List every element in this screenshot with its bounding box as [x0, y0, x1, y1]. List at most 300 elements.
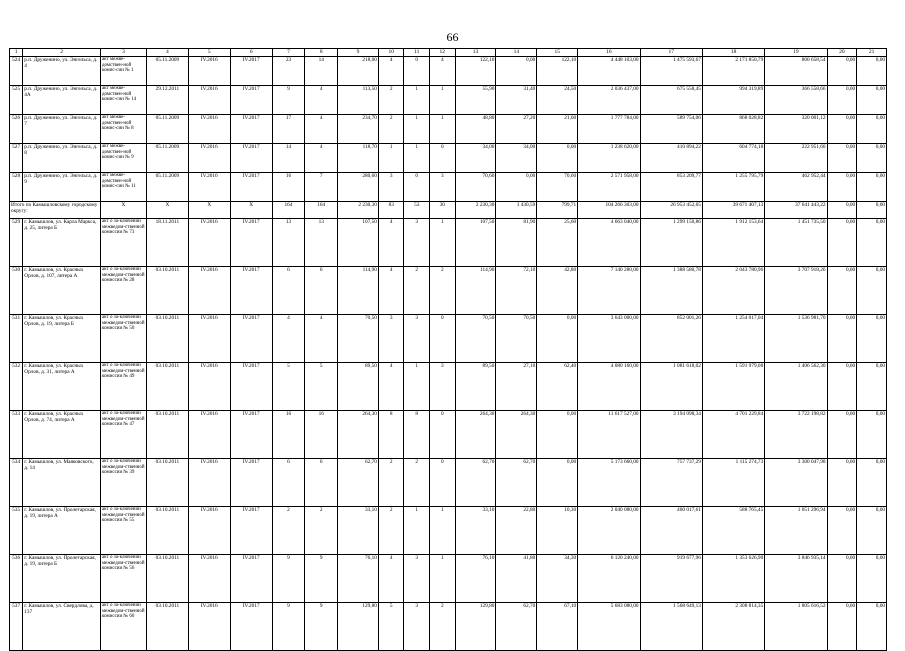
document-date-cell: 05.11.2009	[146, 115, 188, 144]
value-cell-c11: 1	[404, 144, 430, 173]
value-cell-c13: 55,90	[455, 86, 496, 115]
value-cell-c12: 1	[430, 507, 456, 555]
value-cell-c15: 10,30	[537, 507, 578, 555]
document-date-cell: 03.10.2011	[146, 411, 188, 459]
value-cell-c14: 62,70	[496, 459, 537, 507]
planned-end-cell: IV.2017	[230, 86, 272, 115]
column-number-header: 20	[827, 49, 857, 57]
table-row	[10, 555, 887, 603]
row-number-cell: 528	[10, 173, 23, 202]
value-cell-c11: 1	[404, 86, 430, 115]
value-cell-c21: 0,00	[857, 411, 887, 459]
value-cell-c10: 8	[378, 411, 404, 459]
value-cell-c13: 129,80	[455, 603, 496, 651]
document-date-cell: 03.10.2011	[146, 267, 188, 315]
table-row	[10, 267, 887, 315]
value-cell-c14: 0,00	[496, 173, 537, 202]
planned-start-cell: IV.2016	[188, 173, 230, 202]
value-cell-c16: 4 448 103,00	[578, 57, 640, 86]
planned-end-cell: IV.2017	[230, 507, 272, 555]
value-cell-c16: 11 617 527,00	[578, 411, 640, 459]
value-cell-c15: 0,00	[537, 411, 578, 459]
document-cell: акт о за-ключении межведом-ственной комиссии № 39	[100, 459, 146, 507]
planned-end-cell: IV.2017	[230, 315, 272, 363]
value-cell-c12: 3	[430, 173, 456, 202]
value-cell-c18: 588 765,45	[702, 507, 764, 555]
value-cell-c10: 4	[378, 57, 404, 86]
value-cell-c14: 27,20	[496, 115, 537, 144]
value-cell-c19: 3 722 198,82	[765, 411, 827, 459]
value-cell-c18: 2 308 814,35	[702, 603, 764, 651]
value-cell-c8: 16	[305, 411, 338, 459]
column-number-row	[10, 49, 887, 57]
value-cell-c10: 4	[378, 363, 404, 411]
value-cell-c10: 2	[378, 459, 404, 507]
planned-start-cell: IV.2016	[188, 411, 230, 459]
address-cell: г. Камышлов, ул. Красных Орлов, д. 19, литера Б	[23, 315, 101, 363]
value-cell-c16: 7 140 280,00	[578, 267, 640, 315]
value-cell-c10: 3	[378, 173, 404, 202]
value-cell-c7: 14	[272, 144, 305, 173]
value-cell-c16: 5 683 080,00	[578, 603, 640, 651]
value-cell-c17: 1 081 618,02	[640, 363, 702, 411]
row-number-cell: 536	[10, 555, 23, 603]
document-cell: акт о за-ключении межведом-ственной комиссии № 47	[100, 411, 146, 459]
column-number-header: 14	[496, 49, 537, 57]
value-cell-c18: 1 591 979,08	[702, 363, 764, 411]
value-cell-c20: 0,00	[827, 115, 857, 144]
planned-start-cell: IV.2016	[188, 57, 230, 86]
address-cell: г. Камышлов, ул. Карла Маркса, д. 25, литера Б	[23, 219, 101, 267]
value-cell-c17: 853 209,77	[640, 173, 702, 202]
value-cell-c20: 0,00	[827, 603, 857, 651]
value-cell-c11: 1	[404, 115, 430, 144]
document-cell: акт межве-домствен-ной комис-сии № 1	[100, 57, 146, 86]
value-cell-c11: 1	[404, 363, 430, 411]
row-number-cell: 525	[10, 86, 23, 115]
value-cell-c8: 6	[305, 459, 338, 507]
document-cell: акт межве-домствен-ной комис-сии № 14	[100, 86, 146, 115]
value-cell-c8: 7	[305, 173, 338, 202]
column-number-header: 10	[378, 49, 404, 57]
value-cell-c10: 2	[378, 507, 404, 555]
value-cell-c8: 4	[305, 115, 338, 144]
value-cell-c10: 4	[378, 267, 404, 315]
value-cell-c8: 9	[305, 555, 338, 603]
planned-start-cell: IV.2016	[188, 267, 230, 315]
document-cell: акт о за-ключении межведом-ственной комиссии № 28	[100, 267, 146, 315]
value-cell-c7: 2	[272, 507, 305, 555]
value-cell-c14: 81,90	[496, 219, 537, 267]
value-cell-c9: 70,50	[338, 315, 379, 363]
value-cell-c18: 1 115 274,73	[702, 459, 764, 507]
value-cell-c20: 0,00	[827, 219, 857, 267]
value-cell-c10: 2	[378, 86, 404, 115]
value-cell-c17: 675 558,45	[640, 86, 702, 115]
value-cell-c16: 6 120 240,00	[578, 555, 640, 603]
address-cell: р.п. Друженино, ул. Энгельса, д. 4	[23, 57, 101, 86]
value-cell-c9: 113,50	[338, 86, 379, 115]
value-cell-c10: 4	[378, 555, 404, 603]
table-row	[10, 115, 887, 144]
row-number-cell: 532	[10, 363, 23, 411]
planned-start-cell: IV.2016	[188, 315, 230, 363]
value-cell-c8: 9	[305, 603, 338, 651]
column-number-header: 6	[230, 49, 272, 57]
column-number-header: 1	[10, 49, 23, 57]
value-cell-c15: 0,00	[537, 459, 578, 507]
document-cell: акт о за-ключении межведом-ственной комиссии № 50	[100, 315, 146, 363]
value-cell-c14: 27,10	[496, 363, 537, 411]
total-value-cell-c11: 53	[404, 202, 430, 219]
value-cell-c13: 114,90	[455, 267, 496, 315]
value-cell-c9: 62,70	[338, 459, 379, 507]
planned-start-cell: IV.2016	[188, 115, 230, 144]
value-cell-c12: 1	[430, 86, 456, 115]
column-number-header: 15	[537, 49, 578, 57]
table-row	[10, 219, 887, 267]
value-cell-c19: 366 558,66	[765, 86, 827, 115]
planned-start-cell: IV.2016	[188, 219, 230, 267]
value-cell-c12: 0	[430, 411, 456, 459]
row-number-cell: 534	[10, 459, 23, 507]
value-cell-c21: 0,00	[857, 144, 887, 173]
value-cell-c20: 0,00	[827, 144, 857, 173]
value-cell-c18: 1 255 795,79	[702, 173, 764, 202]
value-cell-c7: 6	[272, 267, 305, 315]
value-cell-c19: 222 951,60	[765, 144, 827, 173]
value-cell-c17: 757 737,29	[640, 459, 702, 507]
total-x-cell: X	[146, 202, 188, 219]
value-cell-c20: 0,00	[827, 507, 857, 555]
value-cell-c15: 70,60	[537, 173, 578, 202]
value-cell-c17: 410 894,22	[640, 144, 702, 173]
total-value-cell-c12: 30	[430, 202, 456, 219]
value-cell-c16: 4 080 160,00	[578, 363, 640, 411]
value-cell-c15: 62,40	[537, 363, 578, 411]
total-row	[10, 202, 887, 219]
value-cell-c15: 34,30	[537, 555, 578, 603]
value-cell-c13: 34,00	[455, 144, 496, 173]
total-value-cell-c21: 0,00	[857, 202, 887, 219]
value-cell-c10: 2	[378, 115, 404, 144]
column-number-header: 5	[188, 49, 230, 57]
value-cell-c7: 17	[272, 115, 305, 144]
document-date-cell: 29.12.2011	[146, 86, 188, 115]
address-cell: р.п. Друженино, ул. Энгельса, д. 4А	[23, 86, 101, 115]
address-cell: г. Камышлов, ул. Красных Орлов, д. 31, литера А	[23, 363, 101, 411]
value-cell-c9: 76,10	[338, 555, 379, 603]
value-cell-c9: 280,60	[338, 173, 379, 202]
value-cell-c20: 0,00	[827, 459, 857, 507]
total-value-cell-c9: 2 230,30	[338, 202, 379, 219]
value-cell-c20: 0,00	[827, 86, 857, 115]
table-row	[10, 86, 887, 115]
value-cell-c18: 994 319,89	[702, 86, 764, 115]
value-cell-c11: 3	[404, 555, 430, 603]
total-value-cell-c19: 37 641 443,22	[765, 202, 827, 219]
planned-end-cell: IV.2017	[230, 363, 272, 411]
value-cell-c14: 31,40	[496, 86, 537, 115]
value-cell-c9: 218,00	[338, 57, 379, 86]
column-number-header: 2	[23, 49, 101, 57]
planned-end-cell: IV.2017	[230, 411, 272, 459]
value-cell-c9: 33,10	[338, 507, 379, 555]
row-number-cell: 526	[10, 115, 23, 144]
value-cell-c14: 72,10	[496, 267, 537, 315]
value-cell-c12: 1	[430, 555, 456, 603]
table-row	[10, 603, 887, 651]
value-cell-c17: 1 299 150,86	[640, 219, 702, 267]
column-number-header: 8	[305, 49, 338, 57]
value-cell-c9: 129,80	[338, 603, 379, 651]
row-number-cell: 537	[10, 603, 23, 651]
value-cell-c8: 4	[305, 86, 338, 115]
value-cell-c15: 25,60	[537, 219, 578, 267]
value-cell-c20: 0,00	[827, 555, 857, 603]
value-cell-c8: 4	[305, 315, 338, 363]
column-number-header: 18	[702, 49, 764, 57]
value-cell-c18: 604 774,18	[702, 144, 764, 173]
value-cell-c16: 4 663 040,00	[578, 219, 640, 267]
value-cell-c7: 16	[272, 411, 305, 459]
total-value-cell-c15: 799,71	[537, 202, 578, 219]
total-value-cell-c13: 2 230,30	[455, 202, 496, 219]
total-x-cell: X	[100, 202, 146, 219]
row-number-cell: 533	[10, 411, 23, 459]
value-cell-c11: 1	[404, 507, 430, 555]
value-cell-c21: 0,00	[857, 603, 887, 651]
value-cell-c8: 4	[305, 144, 338, 173]
value-cell-c18: 2 043 780,96	[702, 267, 764, 315]
value-cell-c19: 1 536 981,70	[765, 315, 827, 363]
value-cell-c15: 0,00	[537, 315, 578, 363]
value-cell-c11: 2	[404, 267, 430, 315]
value-cell-c13: 122,10	[455, 57, 496, 86]
table-row	[10, 173, 887, 202]
value-cell-c21: 0,00	[857, 267, 887, 315]
value-cell-c17: 3 194 098,34	[640, 411, 702, 459]
total-value-cell-c7: 164	[272, 202, 305, 219]
value-cell-c7: 9	[272, 603, 305, 651]
document-date-cell: 03.10.2011	[146, 315, 188, 363]
value-cell-c8: 5	[305, 363, 338, 411]
value-cell-c16: 3 643 000,00	[578, 315, 640, 363]
address-cell: р.п. Друженино, ул. Энгельса, д. 9	[23, 173, 101, 202]
planned-end-cell: IV.2017	[230, 144, 272, 173]
value-cell-c10: 5	[378, 603, 404, 651]
value-cell-c18: 868 028,82	[702, 115, 764, 144]
value-cell-c18: 1 912 153,64	[702, 219, 764, 267]
value-cell-c13: 62,70	[455, 459, 496, 507]
value-cell-c19: 1 051 296,94	[765, 507, 827, 555]
value-cell-c17: 1 388 580,78	[640, 267, 702, 315]
value-cell-c10: 3	[378, 315, 404, 363]
document-cell: акт межве-домствен-ной комис-сии № 11	[100, 173, 146, 202]
column-number-header: 12	[430, 49, 456, 57]
value-cell-c17: 400 017,61	[640, 507, 702, 555]
value-cell-c15: 67,10	[537, 603, 578, 651]
total-x-cell: X	[188, 202, 230, 219]
value-cell-c17: 852 001,26	[640, 315, 702, 363]
row-number-cell: 529	[10, 219, 23, 267]
value-cell-c18: 1 353 626,90	[702, 555, 764, 603]
document-cell: акт о за-ключении межведом-ственной комиссии № 55	[100, 507, 146, 555]
row-number-cell: 524	[10, 57, 23, 86]
table-row	[10, 507, 887, 555]
value-cell-c15: 122,10	[537, 57, 578, 86]
value-cell-c8: 14	[305, 57, 338, 86]
planned-end-cell: IV.2017	[230, 555, 272, 603]
value-cell-c19: 3 707 918,26	[765, 267, 827, 315]
value-cell-c16: 5 173 660,00	[578, 459, 640, 507]
document-date-cell: 05.11.2009	[146, 173, 188, 202]
value-cell-c13: 33,10	[455, 507, 496, 555]
planned-end-cell: IV.2017	[230, 219, 272, 267]
column-number-header: 4	[146, 49, 188, 57]
value-cell-c11: 3	[404, 603, 430, 651]
planned-end-cell: IV.2017	[230, 115, 272, 144]
value-cell-c15: 21,60	[537, 115, 578, 144]
document-date-cell: 03.10.2011	[146, 363, 188, 411]
document-cell: акт о за-ключении межведом-ственной комиссии № 56	[100, 555, 146, 603]
value-cell-c20: 0,00	[827, 411, 857, 459]
value-cell-c21: 0,00	[857, 459, 887, 507]
planned-start-cell: IV.2016	[188, 603, 230, 651]
planned-start-cell: IV.2016	[188, 363, 230, 411]
value-cell-c12: 2	[430, 267, 456, 315]
row-number-cell: 531	[10, 315, 23, 363]
value-cell-c14: 0,00	[496, 57, 537, 86]
planned-end-cell: IV.2017	[230, 57, 272, 86]
value-cell-c12: 1	[430, 115, 456, 144]
value-cell-c13: 264,30	[455, 411, 496, 459]
document-cell: акт о за-ключении межведом-ственной комиссии № 60	[100, 603, 146, 651]
value-cell-c14: 41,80	[496, 555, 537, 603]
value-cell-c20: 0,00	[827, 57, 857, 86]
document-date-cell: 18.11.2011	[146, 219, 188, 267]
column-number-header: 17	[640, 49, 702, 57]
planned-start-cell: IV.2016	[188, 555, 230, 603]
column-number-header: 7	[272, 49, 305, 57]
total-value-cell-c14: 1 430,59	[496, 202, 537, 219]
value-cell-c15: 24,50	[537, 86, 578, 115]
value-cell-c12: 3	[430, 363, 456, 411]
value-cell-c17: 1 568 649,13	[640, 603, 702, 651]
value-cell-c14: 22,80	[496, 507, 537, 555]
document-date-cell: 03.10.2011	[146, 459, 188, 507]
table-row	[10, 57, 887, 86]
value-cell-c21: 0,00	[857, 173, 887, 202]
document-date-cell: 05.11.2009	[146, 57, 188, 86]
value-cell-c11: 2	[404, 459, 430, 507]
value-cell-c7: 23	[272, 57, 305, 86]
value-cell-c13: 89,50	[455, 363, 496, 411]
value-cell-c21: 0,00	[857, 219, 887, 267]
value-cell-c13: 76,10	[455, 555, 496, 603]
value-cell-c16: 2 040 080,00	[578, 507, 640, 555]
document-cell: акт межве-домствен-ной комис-сии № 8	[100, 115, 146, 144]
value-cell-c17: 589 754,06	[640, 115, 702, 144]
address-cell: г. Камышлов, ул. Свердлова, д. 137	[23, 603, 101, 651]
address-cell: р.п. Друженино, ул. Энгельса, д. 7	[23, 115, 101, 144]
value-cell-c21: 0,00	[857, 315, 887, 363]
value-cell-c7: 4	[272, 315, 305, 363]
value-cell-c20: 0,00	[827, 315, 857, 363]
document-date-cell: 03.10.2011	[146, 603, 188, 651]
value-cell-c13: 70,60	[455, 173, 496, 202]
value-cell-c19: 1 406 562,30	[765, 363, 827, 411]
value-cell-c19: 3 846 935,14	[765, 555, 827, 603]
value-cell-c8: 2	[305, 507, 338, 555]
value-cell-c15: 0,00	[537, 144, 578, 173]
total-value-cell-c16: 104 266 303,00	[578, 202, 640, 219]
column-number-header: 16	[578, 49, 640, 57]
value-cell-c18: 1 254 017,04	[702, 315, 764, 363]
value-cell-c20: 0,00	[827, 267, 857, 315]
planned-start-cell: IV.2016	[188, 507, 230, 555]
value-cell-c11: 0	[404, 57, 430, 86]
address-cell: г. Камышлов, ул. Маяковского, д. 14	[23, 459, 101, 507]
row-number-cell: 535	[10, 507, 23, 555]
document-date-cell: 03.10.2011	[146, 507, 188, 555]
column-number-header: 9	[338, 49, 379, 57]
table-row	[10, 144, 887, 173]
total-label: Итого по Камышловскому городскому округу:	[10, 202, 101, 219]
value-cell-c19: 1 451 735,50	[765, 219, 827, 267]
value-cell-c11: 3	[404, 315, 430, 363]
table-row	[10, 411, 887, 459]
value-cell-c20: 0,00	[827, 173, 857, 202]
page-number: 66	[446, 30, 459, 44]
total-value-cell-c18: 39 671 407,13	[702, 202, 764, 219]
value-cell-c13: 107,50	[455, 219, 496, 267]
value-cell-c8: 6	[305, 267, 338, 315]
row-number-cell: 530	[10, 267, 23, 315]
value-cell-c17: 919 677,96	[640, 555, 702, 603]
value-cell-c7: 5	[272, 363, 305, 411]
value-cell-c17: 1 475 593,67	[640, 57, 702, 86]
table-row	[10, 459, 887, 507]
address-cell: г. Камышлов, ул. Красных Орлов, д. 107, литера А	[23, 267, 101, 315]
value-cell-c12: 4	[430, 57, 456, 86]
planned-end-cell: IV.2017	[230, 459, 272, 507]
value-cell-c11: 8	[404, 411, 430, 459]
address-cell: г. Камышлов, ул. Красных Орлов, д. 74, литера А	[23, 411, 101, 459]
value-cell-c18: 2 171 850,79	[702, 57, 764, 86]
value-cell-c14: 70,50	[496, 315, 537, 363]
total-value-cell-c17: 26 953 452,65	[640, 202, 702, 219]
value-cell-c21: 0,00	[857, 507, 887, 555]
value-cell-c13: 70,50	[455, 315, 496, 363]
value-cell-c20: 0,00	[827, 363, 857, 411]
value-cell-c12: 0	[430, 315, 456, 363]
planned-end-cell: IV.2017	[230, 603, 272, 651]
row-number-cell: 527	[10, 144, 23, 173]
total-x-cell: X	[230, 202, 272, 219]
value-cell-c9: 118,70	[338, 144, 379, 173]
table-row	[10, 363, 887, 411]
value-cell-c7: 13	[272, 219, 305, 267]
value-cell-c16: 2 571 958,00	[578, 173, 640, 202]
value-cell-c7: 16	[272, 173, 305, 202]
housing-register-table	[9, 48, 887, 651]
planned-start-cell: IV.2016	[188, 86, 230, 115]
value-cell-c7: 6	[272, 459, 305, 507]
value-cell-c15: 42,80	[537, 267, 578, 315]
value-cell-c16: 1 777 784,00	[578, 115, 640, 144]
value-cell-c12: 2	[430, 603, 456, 651]
